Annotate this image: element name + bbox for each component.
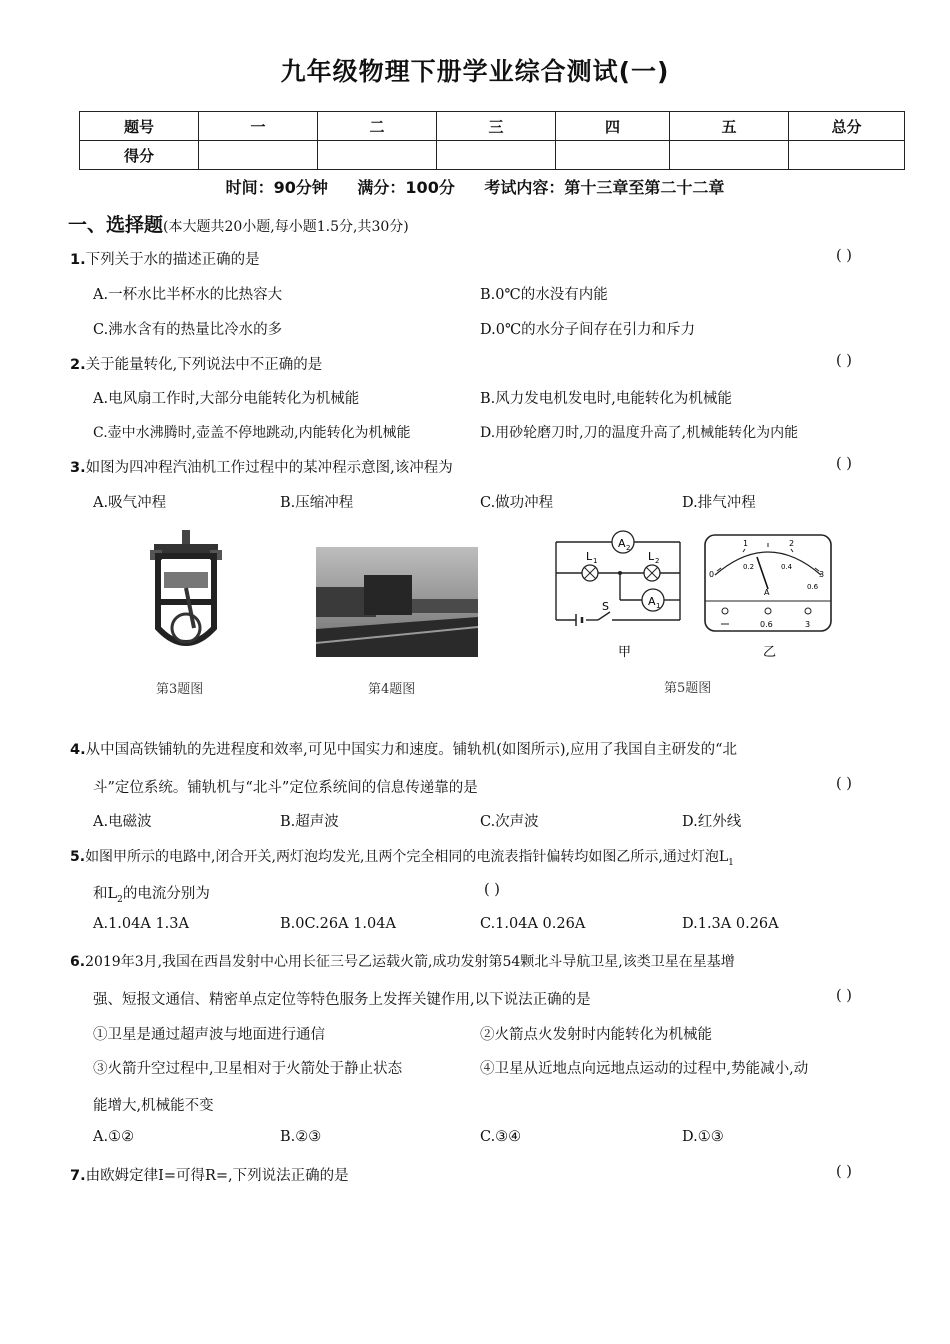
track-laying-machine-photo — [316, 547, 478, 657]
ammeter-a1-subscript: 1 — [656, 602, 661, 610]
q1-option-c: C.沸水含有的热量比冷水的多 — [93, 322, 283, 338]
score-cell[interactable] — [670, 141, 789, 170]
terminal-3-label: 3 — [805, 620, 811, 629]
exam-full-score: 满分：100分 — [357, 178, 455, 197]
score-table — [79, 111, 905, 170]
crankshaft — [172, 614, 200, 642]
lamp-l1-subscript: 1 — [593, 557, 598, 565]
piston — [164, 572, 208, 588]
q1-option-d: D.0℃的水分子间存在引力和斥力 — [480, 322, 696, 338]
question-3-stem: 3.如图为四冲程汽油机工作过程中的某冲程示意图,该冲程为 — [70, 460, 453, 476]
circuit-diagram — [550, 530, 690, 665]
connecting-rod — [186, 588, 194, 628]
q3-option-a: A.吸气冲程 — [93, 495, 167, 511]
score-cell[interactable] — [789, 141, 905, 170]
q5-option-d: D.1.3A 0.26A — [682, 916, 779, 932]
question-4-stem-cont: 斗”定位系统。铺轨机与“北斗”定位系统间的信息传递靠的是 — [93, 780, 478, 796]
answer-bracket-2[interactable]: ( ) — [836, 353, 852, 369]
q6-option-d: D.①③ — [682, 1129, 724, 1145]
q3-option-d: D.排气冲程 — [682, 495, 756, 511]
q6-statement-2: ②火箭点火发射时内能转化为机械能 — [480, 1027, 712, 1043]
score-cell[interactable] — [437, 141, 556, 170]
q2-option-d: D.用砂轮磨刀时,刀的温度升高了,机械能转化为内能 — [480, 425, 799, 441]
ammeter-face — [703, 533, 833, 665]
score-header-cell: 三 — [437, 112, 556, 141]
answer-bracket-1[interactable]: ( ) — [836, 248, 852, 264]
score-header-cell: 二 — [318, 112, 437, 141]
ammeter-a2-subscript: 2 — [626, 544, 631, 552]
spark-plug — [182, 530, 190, 544]
meter-tick-02: 0.2 — [743, 563, 755, 571]
page-title: 九年级物理下册学业综合测试(一) — [280, 57, 670, 86]
score-cell[interactable] — [199, 141, 318, 170]
q1-option-b: B.0℃的水没有内能 — [480, 287, 608, 303]
q6-statement-3: ③火箭升空过程中,卫星相对于火箭处于静止状态 — [93, 1061, 403, 1077]
q6-option-b: B.②③ — [280, 1129, 322, 1145]
score-row-label: 得分 — [80, 141, 199, 170]
meter-unit: A — [764, 588, 770, 597]
question-4-stem: 4.从中国高铁铺轨的先进程度和效率,可见中国实力和速度。铺轨机(如图所示),应用了我国自主研发的“北 — [70, 742, 738, 758]
score-cell[interactable] — [318, 141, 437, 170]
ammeter-a1-label: A — [648, 595, 656, 608]
exam-info — [0, 175, 950, 198]
meter-tick-2: 2 — [789, 539, 795, 548]
score-header-cell: 五 — [670, 112, 789, 141]
q2-option-b: B.风力发电机发电时,电能转化为机械能 — [480, 391, 732, 407]
q6-option-a: A.①② — [93, 1129, 135, 1145]
engine-diagram — [146, 530, 226, 660]
score-header-cell: 四 — [556, 112, 670, 141]
question-2-stem: 2.关于能量转化,下列说法中不正确的是 — [70, 357, 323, 373]
q4-option-b: B.超声波 — [280, 814, 339, 830]
junction-dot — [618, 571, 622, 575]
question-1-stem: 1.下列关于水的描述正确的是 — [70, 252, 260, 268]
figure-5-caption: 第5题图 — [664, 681, 712, 696]
answer-bracket-3[interactable]: ( ) — [836, 456, 852, 472]
q4-option-d: D.红外线 — [682, 814, 742, 830]
figure-4-caption: 第4题图 — [368, 682, 416, 697]
label-jia: 甲 — [618, 645, 632, 660]
exam-content: 考试内容：第十三章至第二十二章 — [484, 178, 725, 197]
answer-bracket-5[interactable]: ( ) — [484, 882, 500, 898]
q6-statement-4: ④卫星从近地点向远地点运动的过程中,势能减小,动 — [480, 1061, 809, 1077]
score-header-cell: 总分 — [789, 112, 905, 141]
question-6-stem: 6.2019年3月,我国在西昌发射中心用长征三号乙运载火箭,成功发射第54颗北斗导航卫星,该类卫星在星基增 — [70, 954, 735, 970]
q4-option-c: C.次声波 — [480, 814, 539, 830]
q5-option-b: B.0C.26A 1.04A — [280, 916, 396, 932]
section-title: 一、选择题 — [68, 214, 164, 236]
label-yi: 乙 — [763, 645, 777, 660]
lamp-l1 — [582, 565, 598, 581]
question-7-stem: 7.由欧姆定律Ⅰ=可得R=,下列说法正确的是 — [70, 1168, 349, 1184]
q2-option-c: C.壶中水沸腾时,壶盖不停地跳动,内能转化为机械能 — [93, 425, 411, 441]
meter-tick-0: 0 — [709, 570, 715, 579]
q1-option-a: A.一杯水比半杯水的比热容大 — [93, 287, 283, 303]
q6-statement-4-cont: 能增大,机械能不变 — [93, 1098, 214, 1114]
score-table-header-row — [80, 112, 905, 141]
sleeper-stack — [412, 599, 478, 613]
q6-option-c: C.③④ — [480, 1129, 522, 1145]
q5-option-c: C.1.04A 0.26A — [480, 916, 586, 932]
meter-tick-04: 0.4 — [781, 563, 793, 571]
figure-3-caption: 第3题图 — [156, 682, 204, 697]
question-6-stem-cont: 强、短报文通信、精密单点定位等特色服务上发挥关键作用,以下说法正确的是 — [93, 992, 591, 1008]
machine-body — [364, 575, 412, 615]
answer-bracket-6[interactable]: ( ) — [836, 988, 852, 1004]
meter-tick-1: 1 — [743, 539, 749, 548]
score-header-cell: 题号 — [80, 112, 199, 141]
score-cell[interactable] — [556, 141, 670, 170]
lamp-l2-label: L — [648, 550, 655, 563]
lamp-l1-label: L — [586, 550, 593, 563]
section-heading — [68, 210, 409, 237]
meter-tick-06: 0.6 — [807, 583, 819, 591]
switch-label: S — [602, 600, 609, 613]
meter-tick-3: 3 — [819, 570, 825, 579]
section-note: (本大题共20小题,每小题1.5分,共30分) — [163, 219, 409, 235]
q3-option-b: B.压缩冲程 — [280, 495, 354, 511]
question-5-stem-cont: 和$L_2$的电流分别为 — [93, 886, 210, 905]
lamp-l2-subscript: 2 — [655, 557, 660, 565]
exam-time: 时间：90分钟 — [225, 178, 328, 197]
score-table-score-row — [80, 141, 905, 170]
crankcase — [158, 602, 214, 643]
q6-statement-1: ①卫星是通过超声波与地面进行通信 — [93, 1027, 325, 1043]
terminal-06-label: 0.6 — [760, 620, 773, 629]
question-5-stem: 5.如图甲所示的电路中,闭合开关,两灯泡均发光,且两个完全相同的电流表指针偏转均如图乙所示,通过灯泡$L_1$ — [70, 849, 734, 868]
ammeter-a2-label: A — [618, 537, 626, 550]
switch-blade — [598, 612, 610, 620]
answer-bracket-4[interactable]: ( ) — [836, 776, 852, 792]
q5-option-a: A.1.04A 1.3A — [93, 916, 189, 932]
q2-option-a: A.电风扇工作时,大部分电能转化为机械能 — [93, 391, 360, 407]
answer-bracket-7[interactable]: ( ) — [836, 1164, 852, 1180]
q4-option-a: A.电磁波 — [93, 814, 152, 830]
score-header-cell: 一 — [199, 112, 318, 141]
q3-option-c: C.做功冲程 — [480, 495, 554, 511]
lamp-l2 — [644, 565, 660, 581]
